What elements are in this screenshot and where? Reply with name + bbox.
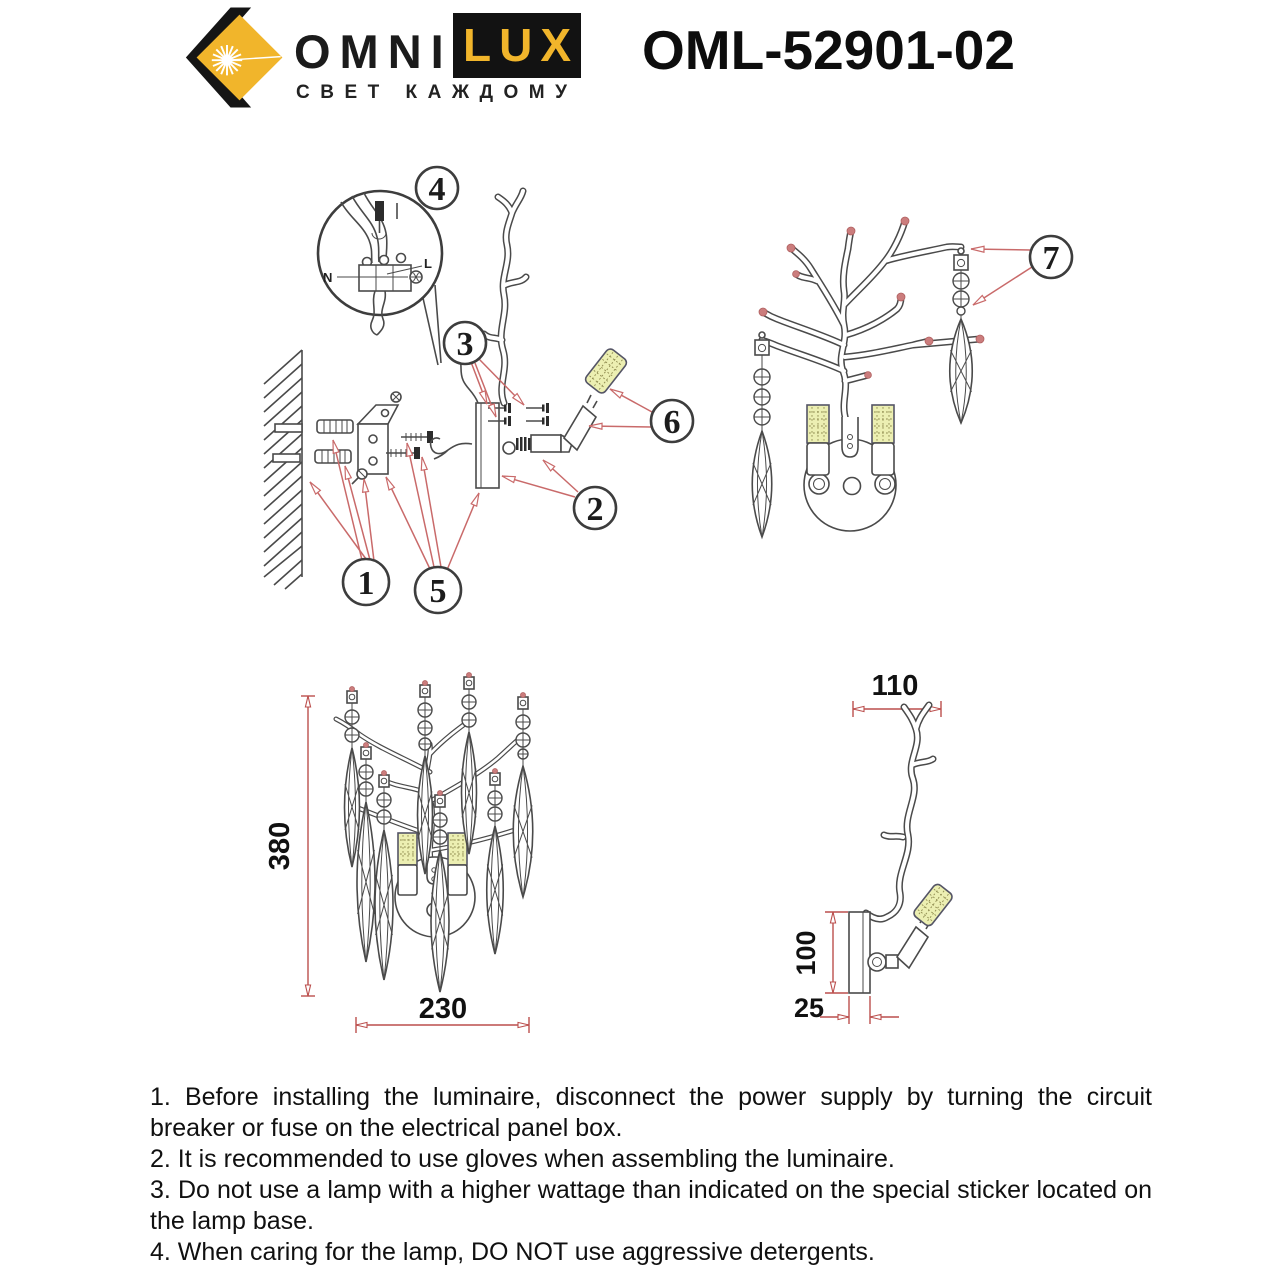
dimension-width-230: [356, 993, 529, 1033]
svg-text:1: 1: [357, 565, 375, 602]
svg-text:25: 25: [793, 993, 825, 1023]
svg-text:2: 2: [586, 491, 604, 528]
header: [0, 0, 1280, 130]
assembled-lamp-diagram: [733, 185, 1123, 605]
svg-text:6: 6: [663, 404, 681, 441]
svg-text:100: 100: [791, 930, 821, 976]
crystal-pendant-left: [752, 332, 772, 537]
instructions-block: [150, 1082, 1152, 1268]
svg-text:110: 110: [871, 670, 919, 702]
callout-7: [1030, 236, 1072, 278]
label-line: L: [424, 256, 432, 271]
dimension-plate-height-100: [791, 912, 848, 993]
brand-tagline: СВЕТ КАЖДОМУ: [296, 82, 578, 103]
brand-name-lux: LUX: [463, 19, 579, 71]
brand-name-omni: OMNI: [294, 25, 453, 78]
wiring-detail-balloon: [318, 191, 442, 365]
side-g9-bulb-icon: [912, 882, 954, 927]
callout-1: [343, 559, 389, 605]
model-number: OML-52901-02: [642, 19, 1015, 81]
callout-2: [574, 487, 616, 529]
side-branch: [866, 705, 933, 919]
svg-text:4: 4: [428, 171, 446, 208]
wall: [264, 350, 302, 589]
hook-wire: [431, 438, 472, 459]
crystal-pendant-right: [950, 248, 973, 423]
svg-text:3: 3: [456, 326, 474, 363]
mounting-bracket: [352, 392, 401, 484]
front-sleeve-left: [398, 833, 417, 895]
callout-3: [444, 322, 486, 364]
side-socket: [868, 916, 930, 971]
terminal-block: [359, 254, 411, 292]
callout-5: [415, 567, 461, 613]
bulb-sleeve-left: [807, 405, 829, 475]
earth-symbol-icon: [410, 271, 422, 283]
instruction-3: 3. Do not use a lamp with a higher wattage than indicated on the special sticker located on the lamp base.: [150, 1176, 1152, 1235]
brand-name-lux-box: [453, 13, 581, 78]
bracket-screw-icon: [391, 392, 401, 402]
instruction-2: 2. It is recommended to use gloves when assembling the luminaire.: [150, 1145, 895, 1173]
instruction-4: 4. When caring for the lamp, DO NOT use aggressive detergents.: [150, 1238, 875, 1266]
side-view-drawing: [763, 665, 1053, 1065]
svg-text:380: 380: [264, 821, 296, 871]
omnilux-logo-icon: [168, 6, 286, 109]
svg-text:7: 7: [1042, 240, 1060, 277]
installation-diagram: [225, 145, 735, 645]
dimension-offset-25: [794, 993, 899, 1024]
svg-text:5: 5: [429, 573, 447, 610]
g9-bulb-icon: [584, 347, 629, 395]
branch-tree: [759, 217, 984, 420]
ball-finial: [503, 442, 515, 454]
front-sleeve-right: [448, 833, 467, 895]
side-wall-plate: [849, 912, 870, 993]
svg-text:230: 230: [418, 993, 468, 1025]
front-view-drawing: [262, 662, 592, 1062]
lamp-socket: [564, 395, 597, 450]
label-neutral: N: [323, 270, 333, 285]
instruction-1: 1. Before installing the luminaire, disconnect the power supply by turning the circuit breaker or fuse on the electrical panel box.: [150, 1083, 1152, 1142]
bulb-sleeve-right: [872, 405, 894, 475]
dimension-height-380: [264, 696, 315, 996]
callout-6: [651, 400, 693, 442]
callout-4: [416, 167, 458, 209]
